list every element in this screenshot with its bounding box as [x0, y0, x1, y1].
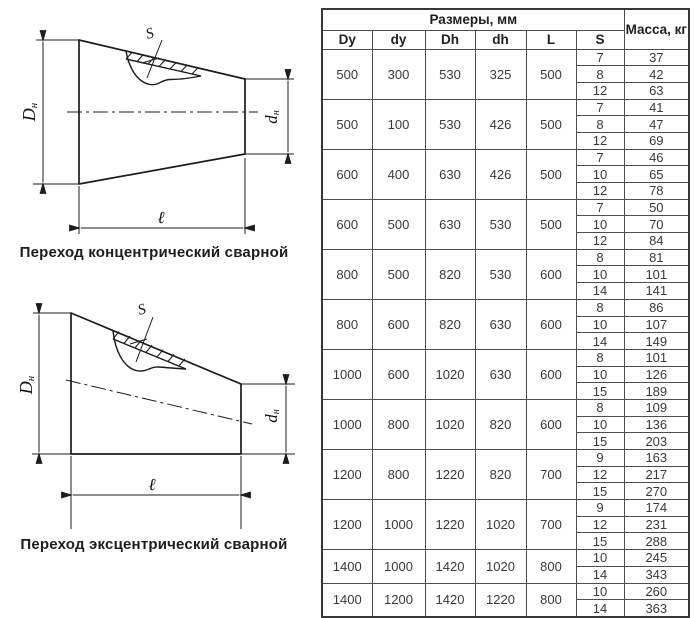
big-diameter-label: Dн [19, 102, 40, 122]
mass-cell: 46 [624, 149, 689, 166]
dim-cell: 1020 [475, 500, 526, 550]
dim-cell: 600 [372, 299, 425, 349]
dim-cell: 1000 [372, 500, 425, 550]
dim-cell: 1000 [322, 399, 372, 449]
dim-cell: 530 [425, 49, 475, 99]
col-header-l: L [526, 30, 576, 49]
s-cell: 10 [576, 366, 624, 383]
table-header-row [322, 9, 689, 30]
s-cell: 12 [576, 233, 624, 250]
dim-cell: 600 [372, 349, 425, 399]
dim-cell: 820 [425, 249, 475, 299]
mass-cell: 149 [624, 333, 689, 350]
dim-cell: 500 [526, 99, 576, 149]
s-cell: 7 [576, 199, 624, 216]
mass-cell: 343 [624, 566, 689, 583]
dimensions-table [321, 8, 690, 618]
weld-seam-detail [113, 317, 186, 371]
col-header-s: S [576, 30, 624, 49]
dim-cell: 1220 [475, 583, 526, 617]
dim-cell: 630 [425, 199, 475, 249]
mass-cell: 101 [624, 266, 689, 283]
dim-cell: 325 [475, 49, 526, 99]
dim-cell: 700 [526, 450, 576, 500]
mass-cell: 288 [624, 533, 689, 550]
table-row [322, 583, 689, 600]
dim-cell: 1200 [322, 450, 372, 500]
dim-cell: 600 [526, 399, 576, 449]
dim-cell: 1020 [425, 349, 475, 399]
spec-table-container [321, 8, 690, 618]
s-cell: 12 [576, 132, 624, 149]
dim-cell: 400 [372, 149, 425, 199]
s-cell: 14 [576, 333, 624, 350]
dim-cell: 800 [372, 450, 425, 500]
dim-cell: 500 [372, 199, 425, 249]
table-row [322, 450, 689, 467]
big-diameter-label: Dн [16, 375, 37, 395]
centerline [66, 380, 252, 424]
dim-cell: 530 [475, 199, 526, 249]
table-row [322, 199, 689, 216]
col-header-dh-big: Dh [425, 30, 475, 49]
s-cell: 10 [576, 416, 624, 433]
dim-cell: 500 [526, 149, 576, 199]
s-cell: 12 [576, 82, 624, 99]
s-cell: 14 [576, 566, 624, 583]
col-header-dy-small: dy [372, 30, 425, 49]
table-row [322, 99, 689, 116]
mass-cell: 101 [624, 349, 689, 366]
mass-cell: 41 [624, 99, 689, 116]
dim-cell: 1000 [322, 349, 372, 399]
sizes-header: Размеры, мм [322, 9, 624, 30]
dim-cell: 600 [322, 199, 372, 249]
table-row [322, 349, 689, 366]
dim-cell: 600 [526, 249, 576, 299]
s-cell: 14 [576, 600, 624, 617]
s-cell: 8 [576, 399, 624, 416]
dim-cell: 800 [322, 299, 372, 349]
thickness-label: S [135, 301, 149, 319]
dim-cell: 800 [322, 249, 372, 299]
dim-cell: 1420 [425, 583, 475, 617]
s-cell: 15 [576, 483, 624, 500]
dim-cell: 630 [425, 149, 475, 199]
dim-cell: 300 [372, 49, 425, 99]
mass-cell: 109 [624, 399, 689, 416]
mass-cell: 78 [624, 183, 689, 200]
dim-cell: 500 [526, 49, 576, 99]
mass-cell: 174 [624, 500, 689, 517]
dim-cell: 700 [526, 500, 576, 550]
s-cell: 10 [576, 166, 624, 183]
mass-cell: 217 [624, 466, 689, 483]
dim-cell: 1020 [475, 550, 526, 583]
concentric-reducer-drawing [0, 0, 315, 242]
s-cell: 12 [576, 466, 624, 483]
mass-cell: 86 [624, 299, 689, 316]
col-header-dh-small: dh [475, 30, 526, 49]
s-cell: 12 [576, 516, 624, 533]
mass-cell: 65 [624, 166, 689, 183]
s-cell: 8 [576, 299, 624, 316]
mass-cell: 163 [624, 450, 689, 467]
mass-cell: 42 [624, 66, 689, 83]
dim-cell: 600 [526, 349, 576, 399]
dim-cell: 1220 [425, 500, 475, 550]
s-cell: 7 [576, 149, 624, 166]
figure-caption: Переход эксцентрический сварной [20, 536, 288, 553]
mass-header: Масса, кг [624, 9, 689, 49]
dim-cell: 600 [526, 299, 576, 349]
length-label: ℓ [148, 475, 156, 494]
s-cell: 7 [576, 49, 624, 66]
table-row [322, 500, 689, 517]
s-cell: 10 [576, 216, 624, 233]
dim-cell: 600 [322, 149, 372, 199]
dim-cell: 1420 [425, 550, 475, 583]
s-cell: 10 [576, 316, 624, 333]
figure-concentric-reducer [0, 0, 315, 261]
s-cell: 12 [576, 183, 624, 200]
dim-cell: 820 [475, 399, 526, 449]
dim-cell: 500 [526, 199, 576, 249]
mass-cell: 245 [624, 550, 689, 567]
small-diameter-label: dн [262, 409, 282, 423]
table-row [322, 249, 689, 266]
dim-cell: 1200 [322, 500, 372, 550]
dim-cell: 426 [475, 149, 526, 199]
s-cell: 14 [576, 283, 624, 300]
s-cell: 9 [576, 500, 624, 517]
figure-caption: Переход концентрический сварной [19, 244, 289, 261]
mass-cell: 50 [624, 199, 689, 216]
s-cell: 15 [576, 433, 624, 450]
dim-cell: 500 [322, 49, 372, 99]
dim-cell: 800 [526, 550, 576, 583]
table-row [322, 299, 689, 316]
dim-cell: 630 [475, 349, 526, 399]
dim-cell: 530 [475, 249, 526, 299]
mass-cell: 47 [624, 116, 689, 133]
dim-cell: 1220 [425, 450, 475, 500]
dim-cell: 1020 [425, 399, 475, 449]
dim-cell: 1400 [322, 550, 372, 583]
dim-cell: 426 [475, 99, 526, 149]
mass-cell: 63 [624, 82, 689, 99]
dim-cell: 1000 [372, 550, 425, 583]
mass-cell: 231 [624, 516, 689, 533]
s-cell: 15 [576, 533, 624, 550]
col-header-dy-big: Dy [322, 30, 372, 49]
s-cell: 8 [576, 249, 624, 266]
dim-cell: 530 [425, 99, 475, 149]
table-row [322, 550, 689, 567]
dim-cell: 800 [526, 583, 576, 617]
table-row [322, 399, 689, 416]
s-cell: 10 [576, 550, 624, 567]
s-cell: 10 [576, 583, 624, 600]
mass-cell: 203 [624, 433, 689, 450]
mass-cell: 107 [624, 316, 689, 333]
dim-cell: 800 [372, 399, 425, 449]
spec-table-body [322, 49, 689, 617]
dim-cell: 1200 [372, 583, 425, 617]
mass-cell: 81 [624, 249, 689, 266]
dim-cell: 500 [372, 249, 425, 299]
s-cell: 10 [576, 266, 624, 283]
reducer-body-outline [71, 313, 241, 454]
mass-cell: 260 [624, 583, 689, 600]
small-diameter-label: dн [262, 110, 282, 124]
mass-cell: 141 [624, 283, 689, 300]
eccentric-reducer-drawing [0, 270, 315, 534]
s-cell: 9 [576, 450, 624, 467]
table-row [322, 149, 689, 166]
dim-cell: 100 [372, 99, 425, 149]
mass-cell: 84 [624, 233, 689, 250]
dim-cell: 1400 [322, 583, 372, 617]
dim-cell: 500 [322, 99, 372, 149]
mass-cell: 189 [624, 383, 689, 400]
dim-cell: 820 [475, 450, 526, 500]
mass-cell: 136 [624, 416, 689, 433]
s-cell: 8 [576, 116, 624, 133]
thickness-label: S [143, 25, 157, 43]
weld-seam-detail [126, 40, 201, 85]
big-diameter-dimension [33, 313, 71, 452]
s-cell: 8 [576, 66, 624, 83]
mass-cell: 363 [624, 600, 689, 617]
mass-cell: 126 [624, 366, 689, 383]
dim-cell: 820 [425, 299, 475, 349]
mass-cell: 69 [624, 132, 689, 149]
s-cell: 8 [576, 349, 624, 366]
mass-cell: 270 [624, 483, 689, 500]
length-label: ℓ [157, 208, 165, 227]
s-cell: 15 [576, 383, 624, 400]
mass-cell: 70 [624, 216, 689, 233]
s-cell: 7 [576, 99, 624, 116]
figure-eccentric-reducer [0, 270, 315, 553]
length-dimension [71, 456, 241, 529]
mass-cell: 37 [624, 49, 689, 66]
table-row [322, 49, 689, 66]
dim-cell: 630 [475, 299, 526, 349]
